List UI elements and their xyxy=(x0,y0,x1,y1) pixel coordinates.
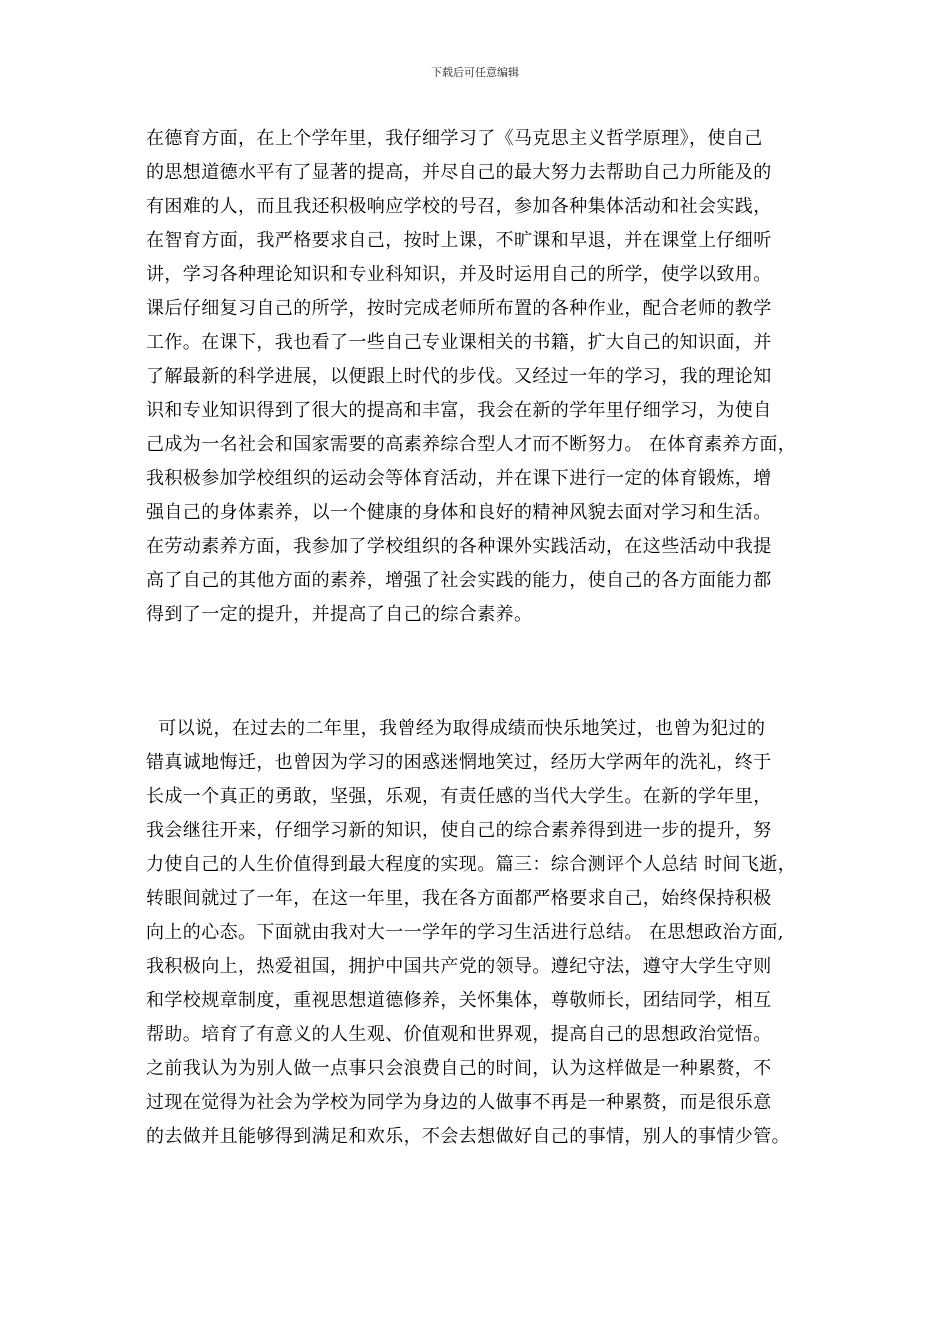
text-line: 的思想道德水平有了显著的提高，并尽自己的最大努力去帮助自己力所能及的 xyxy=(146,162,772,183)
text-line: 课后仔细复习自己的所学，按时完成老师所布置的各种作业，配合老师的教学 xyxy=(146,298,772,319)
paragraph-1 xyxy=(146,122,826,632)
text-line: 向上的心态。下面就由我对大一一学年的学习生活进行总结。 在思想政治方面, xyxy=(146,922,784,943)
text-line: 有困难的人，而且我还积极响应学校的号召，参加各种集体活动和社会实践， xyxy=(146,196,772,217)
text-line: 我会继往开来，仔细学习新的知识，使自己的综合素养得到进一步的提升，努 xyxy=(146,820,772,841)
page-header: 下载后可任意编辑 xyxy=(431,66,519,79)
text-line: 在德育方面，在上个学年里，我仔细学习了《马克思主义哲学原理》，使自己 xyxy=(146,128,763,149)
text-line: 强自己的身体素养，以一个健康的身体和良好的精神风貌去面对学习和生活。 xyxy=(146,502,772,523)
text-line: 讲，学习各种理论知识和专业科知识，并及时运用自己的所学，使学以致用。 xyxy=(146,264,772,285)
text-line: 我积极参加学校组织的运动会等体育活动，并在课下进行一定的体育锻炼，增 xyxy=(146,468,772,489)
text-line: 和学校规章制度，重视思想道德修养，关怀集体，尊敬师长，团结同学，相互 xyxy=(146,990,772,1011)
text-line: 可以说，在过去的二年里，我曾经为取得成绩而快乐地笑过，也曾为犯过的 xyxy=(146,718,766,739)
text-line: 帮助。培育了有意义的人生观、价值观和世界观，提高自己的思想政治觉悟。 xyxy=(146,1024,772,1045)
text-line: 我积极向上，热爱祖国，拥护中国共产党的领导。遵纪守法，遵守大学生守则 xyxy=(146,956,772,977)
text-line: 过现在觉得为社会为学校为同学为身边的人做事不再是一种累赘，而是很乐意 xyxy=(146,1092,772,1113)
text-line: 的去做并且能够得到满足和欢乐，不会去想做好自己的事情，别人的事情少管。 xyxy=(146,1126,790,1147)
text-line: 高了自己的其他方面的素养，增强了社会实践的能力，使自己的各方面能力都 xyxy=(146,570,772,591)
paragraph-2 xyxy=(146,712,826,1154)
text-line: 在智育方面，我严格要求自己，按时上课，不旷课和早退，并在课堂上仔细听 xyxy=(146,230,772,251)
text-line: 了解最新的科学进展，以便跟上时代的步伐。又经过一年的学习，我的理论知 xyxy=(146,366,772,387)
text-line: 识和专业知识得到了很大的提高和丰富，我会在新的学年里仔细学习，为使自 xyxy=(146,400,772,421)
text-line: 之前我认为为别人做一点事只会浪费自己的时间，认为这样做是一种累赘，不 xyxy=(146,1058,772,1079)
text-line: 己成为一名社会和国家需要的高素养综合型人才而不断努力。 在体育素养方面， xyxy=(146,434,797,455)
text-line: 得到了一定的提升，并提高了自己的综合素养。 xyxy=(146,604,533,625)
text-line: 长成一个真正的勇敢，坚强，乐观，有责任感的当代大学生。在新的学年里， xyxy=(146,786,772,807)
text-line: 转眼间就过了一年，在这一年里，我在各方面都严格要求自己，始终保持积极 xyxy=(146,888,772,909)
text-line: 错真诚地悔迁，也曾因为学习的困惑迷惘地笑过，经历大学两年的洗礼，终于 xyxy=(146,752,772,773)
text-line: 工作。在课下，我也看了一些自己专业课相关的书籍，扩大自己的知识面，并 xyxy=(146,332,772,353)
text-line: 力使自己的人生价值得到最大程度的实现。篇三：综合测评个人总结 时间飞逝， xyxy=(146,854,797,875)
text-line: 在劳动素养方面，我参加了学校组织的各种课外实践活动，在这些活动中我提 xyxy=(146,536,772,557)
